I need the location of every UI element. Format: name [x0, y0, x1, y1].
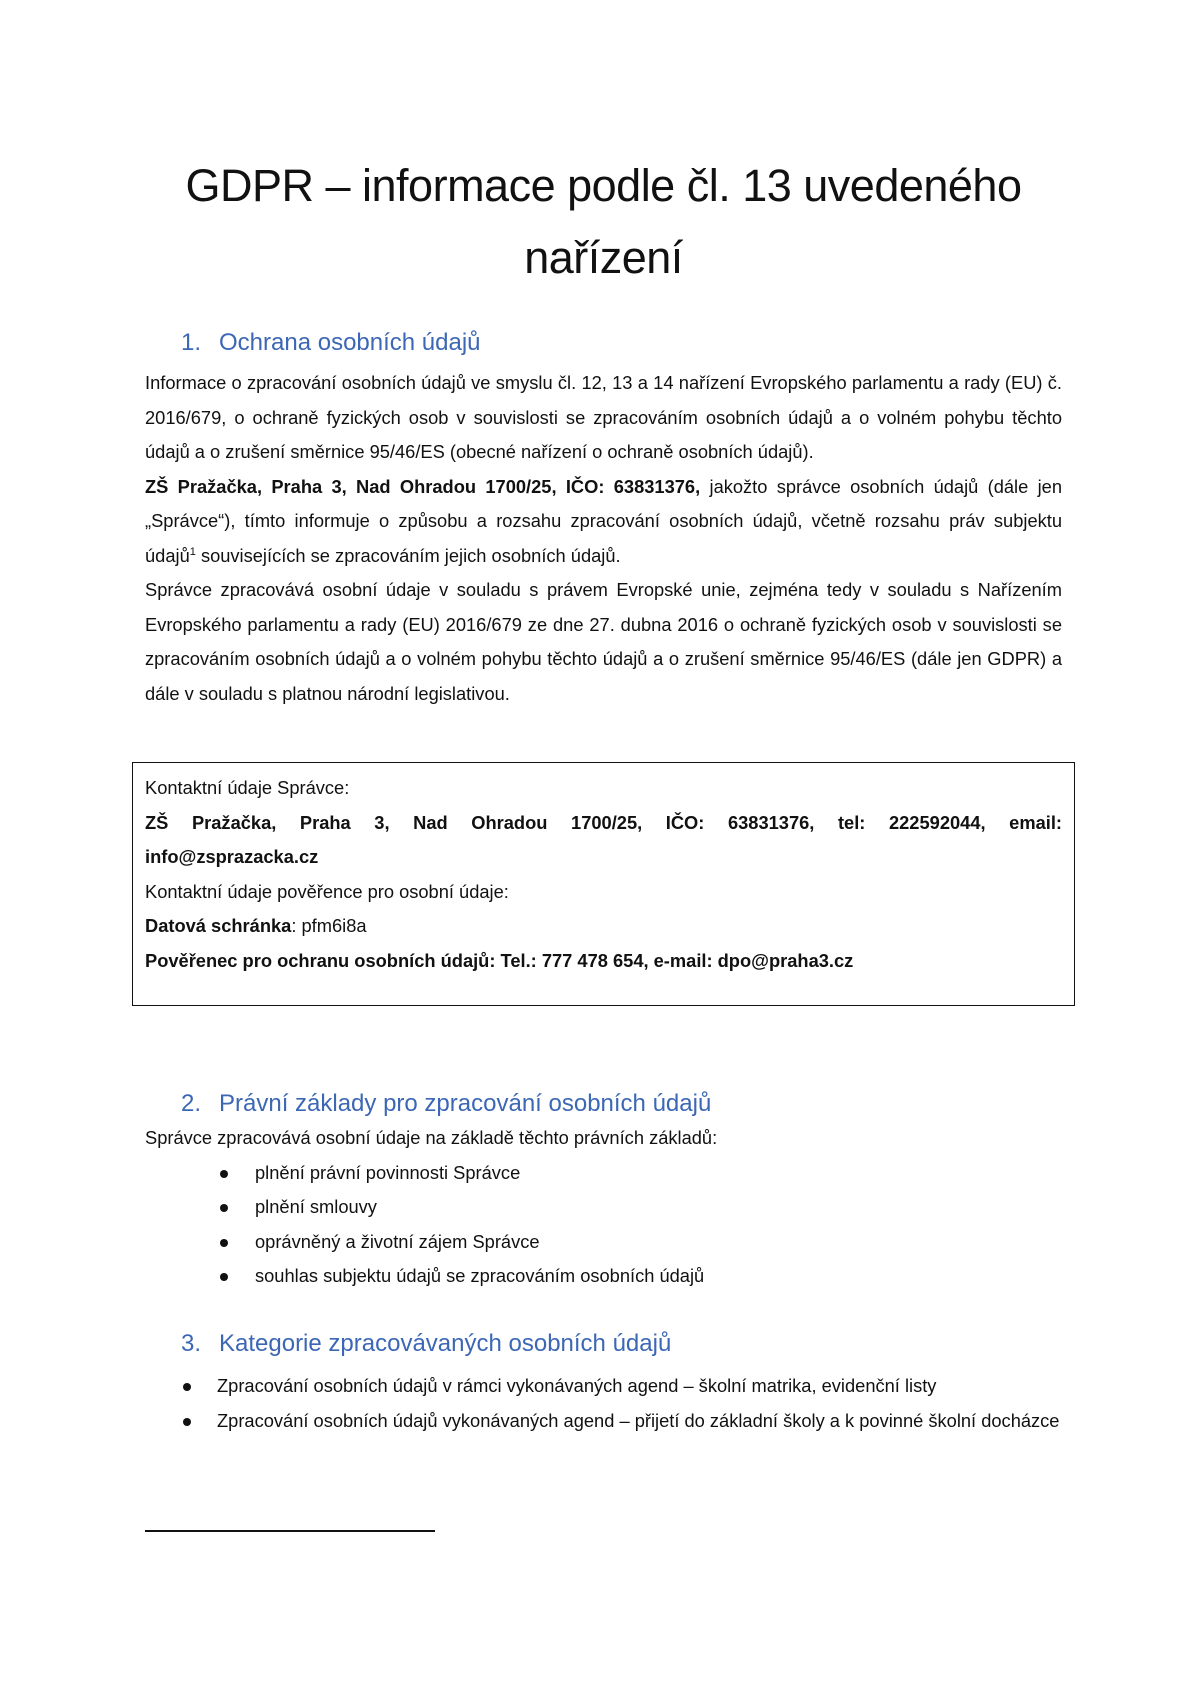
- section-3-heading: [145, 1327, 1062, 1361]
- section-title: Ochrana osobních údajů: [219, 329, 481, 356]
- bullet-icon: [220, 1273, 228, 1281]
- section-2: [145, 1087, 1062, 1294]
- data-categories-list: [145, 1369, 1062, 1438]
- section-number: 1.: [181, 329, 202, 356]
- bullet-icon: [220, 1239, 228, 1247]
- contact-box: [132, 762, 1075, 1006]
- footnote-separator: [145, 1530, 435, 1532]
- list-item: Zpracování osobních údajů vykonávaných agend – přijetí do základní školy a k povinné školní docházce: [145, 1404, 1062, 1439]
- list-item: souhlas subjektu údajů se zpracováním osobních údajů: [145, 1259, 1062, 1294]
- list-item: oprávněný a životní zájem Správce: [145, 1225, 1062, 1260]
- section-3: [145, 1327, 1062, 1438]
- databox-line: Datová schránka: pfm6i8a: [145, 915, 367, 936]
- list-item: plnění smlouvy: [145, 1190, 1062, 1225]
- section-title: Kategorie zpracovávaných osobních údajů: [219, 1330, 672, 1357]
- paragraph-gdpr-info: Informace o zpracování osobních údajů ve smyslu čl. 12, 13 a 14 nařízení Evropského parlamentu a rady (EU) č. 2016/679, o ochraně fyzických osob v souvislosti se zpracováním osobních údajů a o volném pohybu těchto údajů a o zrušení směrnice 95/46/ES (obecné nařízení o ochraně osobních údajů).: [145, 372, 1062, 462]
- section-1-heading: [145, 326, 1062, 360]
- section-number: 3.: [181, 1330, 202, 1357]
- paragraph-legal-compliance: Správce zpracovává osobní údaje v souladu s právem Evropské unie, zejména tedy v souladu s Nařízením Evropského parlamentu a rady (EU) 2016/679 ze dne 27. dubna 2016 o ochraně fyzických osob v souvislosti se zpracováním osobních údajů a o volném pohybu těchto údajů a o zrušení směrnice 95/46/ES (dále jen GDPR) a dále v souladu s platnou národní legislativou.: [145, 579, 1062, 704]
- bullet-icon: [183, 1418, 191, 1426]
- bullet-icon: [183, 1383, 191, 1391]
- bullet-icon: [220, 1170, 228, 1178]
- document-title: GDPR – informace podle čl. 13 uvedeného nařízení: [185, 160, 1022, 283]
- bullet-icon: [220, 1204, 228, 1212]
- legal-basis-list: [145, 1156, 1062, 1294]
- section-2-intro: Správce zpracovává osobní údaje na základě těchto právních základů:: [145, 1127, 718, 1148]
- dpo-line: Pověřenec pro ochranu osobních údajů: Tel.: 777 478 654, e-mail: dpo@praha3.cz: [145, 949, 854, 971]
- controller-name: ZŠ Pražačka, Praha 3, Nad Ohradou 1700/25, IČO: 63831376,: [145, 475, 701, 497]
- document-content: [145, 150, 1062, 711]
- admin-email: info@zsprazacka.cz: [145, 846, 319, 867]
- footnote-mark: 1: [189, 545, 196, 558]
- list-item: Zpracování osobních údajů v rámci vykonávaných agend – školní matrika, evidenční listy: [145, 1369, 1062, 1404]
- dpo-contact-label: Kontaktní údaje pověřence pro osobní údaje:: [145, 880, 509, 902]
- list-item: plnění právní povinnosti Správce: [145, 1156, 1062, 1191]
- admin-contact-line: ZŠ Pražačka, Praha 3, Nad Ohradou 1700/25, IČO: 63831376, tel: 222592044, email:: [145, 811, 1062, 833]
- section-title: Právní základy pro zpracování osobních údajů: [219, 1090, 712, 1117]
- section-2-heading: [145, 1087, 1062, 1121]
- admin-contact-label: Kontaktní údaje Správce:: [145, 777, 350, 798]
- paragraph-controller: ZŠ Pražačka, Praha 3, Nad Ohradou 1700/25, IČO: 63831376, jakožto správce osobních údajů (dále jen „Správce“), tímto informuje o způsobu a rozsahu zpracování osobních údajů, včetně rozsahu práv subjektu údajů$^1$ souvisejících se zpracováním jejich osobních údajů.: [145, 475, 1062, 566]
- section-number: 2.: [181, 1090, 202, 1117]
